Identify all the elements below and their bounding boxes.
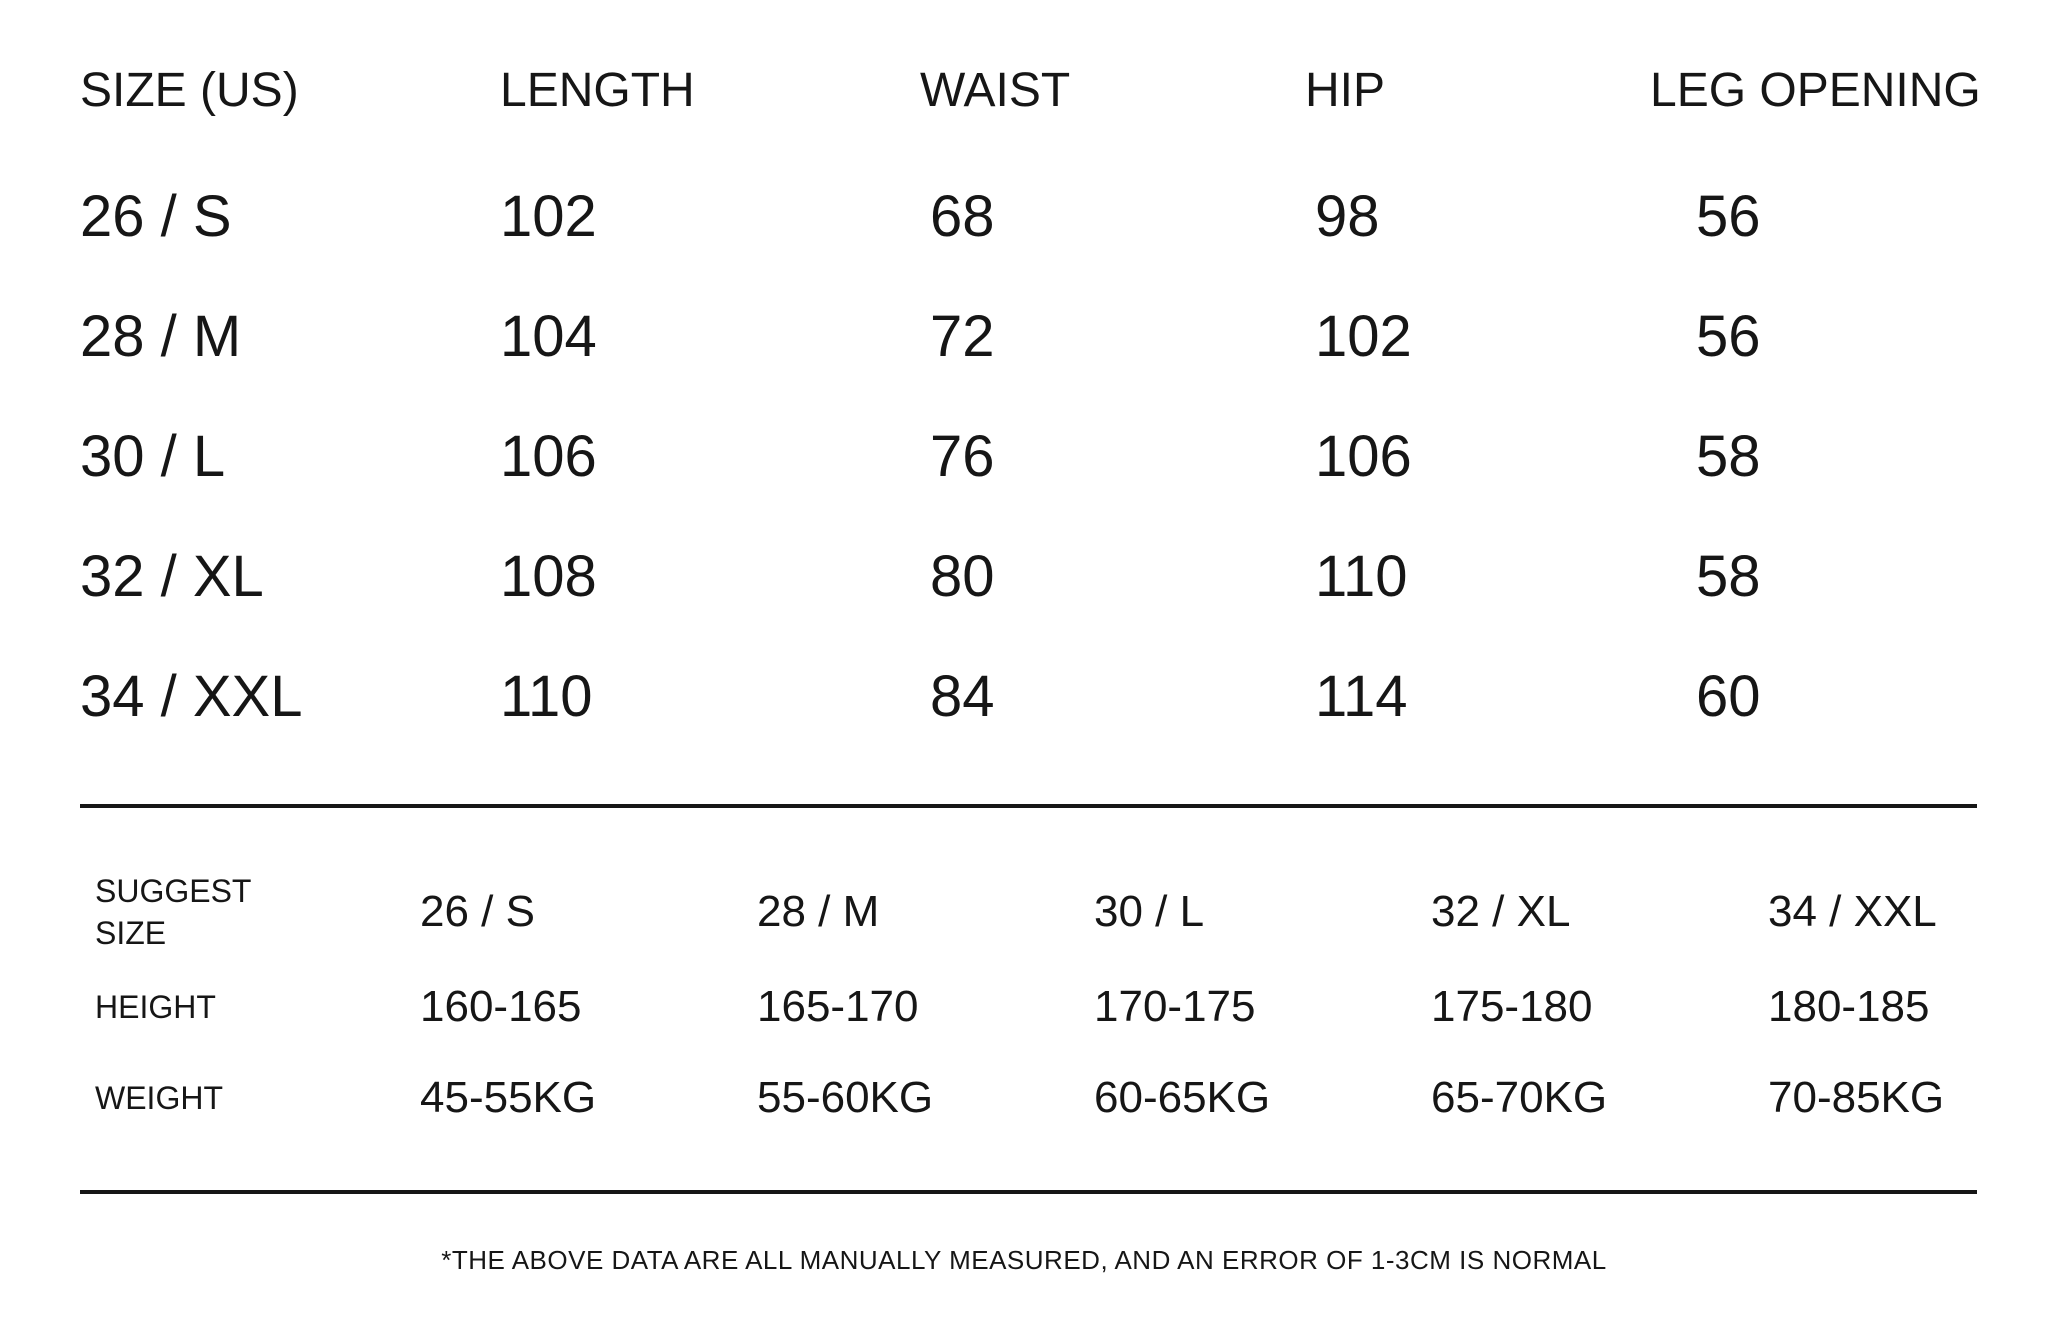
height-cell: 160-165 [420, 982, 582, 1031]
waist-cell: 84 [930, 663, 995, 729]
hip-cell: 110 [1315, 543, 1408, 609]
column-header-leg-opening: LEG OPENING [1650, 63, 1981, 117]
suggest-size-cell: 34 / XXL [1768, 887, 1937, 936]
table-row [80, 396, 1978, 516]
weight-cell: 65-70KG [1431, 1073, 1608, 1122]
suggest-size-row [80, 842, 1978, 982]
length-cell: 102 [500, 183, 597, 249]
divider-line-top [80, 804, 1977, 808]
suggest-size-label: SUGGEST SIZE [95, 872, 251, 951]
leg-opening-cell: 56 [1696, 303, 1761, 369]
hip-cell: 114 [1315, 663, 1408, 729]
hip-cell: 98 [1315, 183, 1380, 249]
weight-row [80, 1052, 1978, 1144]
waist-cell: 76 [930, 423, 995, 489]
weight-cell: 45-55KG [420, 1073, 597, 1122]
suggest-size-cell: 30 / L [1094, 887, 1205, 936]
hip-cell: 102 [1315, 303, 1412, 369]
length-cell: 108 [500, 543, 597, 609]
waist-cell: 80 [930, 543, 995, 609]
column-header-hip: HIP [1305, 63, 1386, 117]
table-row [80, 276, 1978, 396]
weight-cell: 55-60KG [757, 1073, 934, 1122]
height-label: HEIGHT [95, 988, 216, 1025]
hip-cell: 106 [1315, 423, 1412, 489]
height-cell: 180-185 [1768, 982, 1930, 1031]
height-cell: 170-175 [1094, 982, 1256, 1031]
length-cell: 106 [500, 423, 597, 489]
measurement-disclaimer: *THE ABOVE DATA ARE ALL MANUALLY MEASURED, AND AN ERROR OF 1-3CM IS NORMAL [441, 1245, 1607, 1275]
divider-line-bottom [80, 1190, 1977, 1194]
measurements-table [0, 30, 2048, 756]
size-cell: 26 / S [80, 183, 232, 249]
weight-cell: 70-85KG [1768, 1073, 1945, 1122]
suggest-size-cell: 32 / XL [1431, 887, 1571, 936]
column-header-size: SIZE (US) [80, 63, 299, 117]
table-row [80, 516, 1978, 636]
length-cell: 104 [500, 303, 597, 369]
leg-opening-cell: 56 [1696, 183, 1761, 249]
column-header-waist: WAIST [920, 63, 1071, 117]
waist-cell: 68 [930, 183, 995, 249]
column-header-length: LENGTH [500, 63, 695, 117]
leg-opening-cell: 60 [1696, 663, 1761, 729]
suggest-size-cell: 26 / S [420, 887, 535, 936]
waist-cell: 72 [930, 303, 995, 369]
length-cell: 110 [500, 663, 593, 729]
leg-opening-cell: 58 [1696, 543, 1761, 609]
height-cell: 165-170 [757, 982, 919, 1031]
height-cell: 175-180 [1431, 982, 1593, 1031]
measurements-header-row [80, 30, 1981, 150]
suggest-size-table [0, 842, 2048, 1144]
size-cell: 32 / XL [80, 543, 264, 609]
size-cell: 34 / XXL [80, 663, 303, 729]
weight-label: WEIGHT [95, 1079, 223, 1116]
height-row [80, 982, 1978, 1031]
size-cell: 28 / M [80, 303, 242, 369]
size-cell: 30 / L [80, 423, 226, 489]
table-row [80, 156, 1978, 276]
table-row [80, 636, 1978, 756]
weight-cell: 60-65KG [1094, 1073, 1271, 1122]
suggest-size-cell: 28 / M [757, 887, 880, 936]
leg-opening-cell: 58 [1696, 423, 1761, 489]
